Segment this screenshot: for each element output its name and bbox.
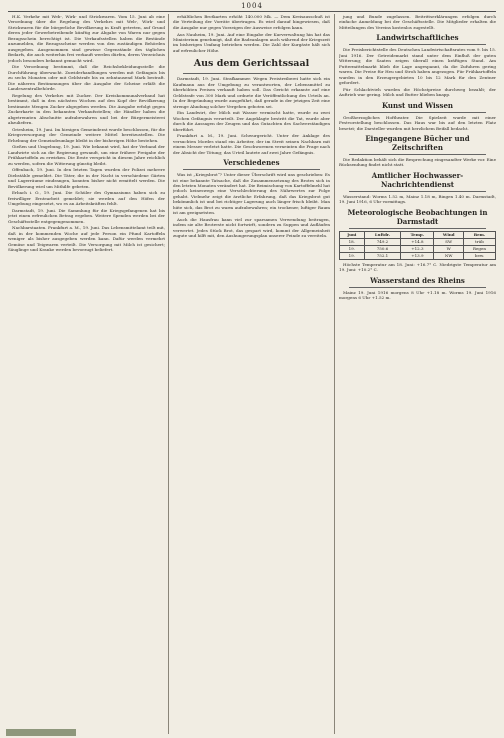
table-cell: +12.3	[401, 245, 434, 252]
column-divider	[334, 14, 335, 734]
section-rule	[349, 228, 486, 229]
table-cell: 749.2	[364, 238, 401, 245]
article-paragraph: Nachbarstaaten. Frankfurt a. M., 19. Juni. Das Lebensmittelamt teilt mit, daß in der kommenden Woche auf jede Person ein Pfund Kartoffeln weniger als bisher ausgegeben werden kann. Dafür werden vermehrt Gemüse und Teigwaren verteilt. Die Versorgung mit Milch ist gesichert; Säuglinge und Kranke werden bevorzugt beliefert.	[8, 225, 165, 253]
article-paragraph: Großherzogliches Hoftheater. Die Spielzeit wurde mit einer Festvorstellung beschlossen. Das Haus war bis auf den letzten Platz besetzt; die Darsteller wurden mit herzlichem Beifall bedacht.	[339, 114, 496, 131]
table-cell: 750.6	[364, 245, 401, 252]
section-rule	[349, 112, 486, 113]
article-paragraph: Offenbach, 19. Juni. In den letzten Tagen wurden der Polizei mehrere Diebstähle gemeldet. Die Täter, die in der Nacht in verschiedene Gärten und Lagerräume eindrangen, konnten bisher nicht ermittelt werden. Die Bevölkerung wird um Mithilfe gebeten.	[8, 167, 165, 189]
article-paragraph: Erbach i. O., 19. Juni. Die Schüler des Gymnasiums haben sich zu freiwilliger Erntearbeit gemeldet; sie werden auf den Höfen der Umgebung eingesetzt, wo es an Arbeitskräften fehlt.	[8, 190, 165, 207]
weather-table	[339, 231, 496, 260]
table-cell: SW	[434, 238, 464, 245]
table-cell: W	[434, 245, 464, 252]
table-cell: Regen	[463, 245, 495, 252]
section-rule	[183, 169, 320, 170]
table-cell: trüb	[463, 238, 495, 245]
article-paragraph: Auch die Hausfrau kann viel zur sparsamen Verwendung beitragen, indem sie alte Brotreste nicht fortwirft, sondern zu Suppen und Aufläufen verwertet. Jedes Stück Brot, das gespart wird, kommt der Allgemeinheit zugute und hilft mit, den Aushungerungsplan unserer Feinde zu vereiteln.	[173, 216, 330, 239]
article-paragraph: Für Schlachtvieh wurden die Höchstpreise durchweg bezahlt; der Auftrieb war gering. Milch und Butter blieben knapp.	[339, 86, 496, 98]
table-row	[340, 238, 496, 245]
table-cell: Bem.	[463, 231, 495, 238]
table-cell: +14.8	[401, 238, 434, 245]
section-rule	[349, 191, 486, 192]
table-row	[340, 252, 496, 259]
table-cell: 19.	[340, 252, 365, 259]
table-cell: 19.	[340, 245, 365, 252]
page-number: 1004	[241, 2, 263, 10]
section-rule	[349, 154, 486, 155]
article-paragraph: Wasserstand: Worms 1.52 m, Mainz 1.18 m, Bingen 1.40 m. Darmstadt, 19. Juni 1916, 6 Uhr vormittags.	[339, 193, 496, 205]
section-heading: Kunst und Wissen	[381, 100, 454, 110]
article-paragraph: jung und Bunde zugelassen. Beitrittserklärungen erfolgen durch einfache Anmeldung bei der Geschäftsstelle. Die Mitglieder erhalten die Mitteilungen des Vereins kostenlos zugestellt.	[339, 14, 496, 30]
article-paragraph: H.K. Verkehr mit Web-, Wirk- und Strickwaren. Vom 15. Juni ab eine Verordnung über die Regelung des Verkehrs mit Web-, Wirk- und Strickwaren für die bürgerliche Bevölkerung in Kraft getreten, auf Grund deren jeder Gewerbetreibende künftig zur Abgabe von Waren nur gegen Bezugsschein berechtigt ist. Die Verkaufsstellen haben die Bestände anzumelden, die Bezugsscheine werden von den zuständigen Behörden ausgegeben. Ausgenommen sind gewisse Gegenstände des täglichen Bedarfs, die auch weiterhin frei verkauft werden dürfen, deren Verzeichnis jedoch besonders bekannt gemacht wird.	[8, 14, 165, 63]
column-left	[8, 14, 165, 734]
article-paragraph: Darmstadt, 19. Juni. Strafkammer. Wegen Preistreiberei hatte sich ein Kaufmann aus der Umgebung zu verantworten, der Lebensmittel zu überhöhten Preisen verkauft haben soll. Das Gericht erkannte auf eine Geldstrafe von 300 Mark und ordnete die Veröffentlichung des Urteils an. In der Begründung wurde ausgeführt, daß gerade in der jetzigen Zeit eine strenge Ahndung solcher Vergehen geboten sei.	[173, 76, 330, 109]
section-heading: Landwirtschaftliches	[376, 33, 459, 43]
section-rule	[349, 287, 486, 288]
article-paragraph: Aus Nauheim, 19. Juni. Auf eine Eingabe der Kurverwaltung hin hat das Ministerium genehmigt, daß die Badeanlagen auch während der Kriegszeit im bisherigen Umfang betrieben werden. Die Zahl der Kurgäste hält sich auf erfreulicher Höhe.	[173, 31, 330, 53]
table-cell: 18.	[340, 238, 365, 245]
table-cell: bew.	[463, 252, 495, 259]
table-cell: +13.9	[401, 252, 434, 259]
table-row	[340, 245, 496, 252]
column-middle	[173, 14, 330, 734]
table-cell: 752.1	[364, 252, 401, 259]
article-paragraph: Griesheim, 19. Juni. Im hiesigen Gemeinderat wurde beschlossen, für die Kriegsversorgung der Gemeinde weitere Mittel bereitzustellen. Die Erhebung der Gemeindeumlage bleibt in der bisherigen Höhe bestehen.	[8, 126, 165, 143]
column-right	[339, 14, 496, 734]
header-rule	[8, 11, 496, 12]
article-paragraph: Die Redaktion behält sich die Besprechung eingesandter Werke vor. Eine Rücksendung findet nicht statt.	[339, 156, 496, 168]
article-paragraph: Gießen und Umgebung, 19. Juni. Wie bekannt wird, hat der Verband der Landwirte sich an die Regierung gewandt, um eine frühere Freigabe der Frühkartoffeln zu erwirken. Die Ernte verspricht in diesem Jahre reichlich zu werden, sofern die Witterung günstig bleibt.	[8, 144, 165, 166]
column-divider	[168, 14, 169, 734]
section-rule	[183, 73, 320, 74]
table-cell: Juni	[340, 231, 365, 238]
article-paragraph: Die Preisberichtstelle des Deutschen Landwirtschaftsrates vom 9. bis 15. Juni 1916. Der Getreidemarkt stand unter dem Einfluß der guten Witterung; die Saaten zeigen überall einen kräftigen Stand. Am Futtermittelmarkt blieb die Lage angespannt, da die Zufuhren gering waren. Die Preise für Heu und Stroh haben angezogen. Für Frühkartoffeln wurden in den Erzeugergebieten 10 bis 12 Mark für den Zentner gefordert.	[339, 47, 496, 86]
library-stamp	[6, 729, 76, 736]
section-rule	[349, 44, 486, 45]
article-paragraph: Höchste Temperatur am 18. Juni: +16.7° C. Niedrigste Temperatur am 19. Juni: +10.2° C.	[339, 261, 496, 273]
article-paragraph: Mainz 19. Juni 1916 morgens 8 Uhr +1.18 m. Worms 19. Juni 1916 morgens 6 Uhr +1.52 m.	[339, 289, 496, 301]
article-paragraph: Darmstadt, 19. Juni. Die Sammlung für die Kriegsgefangenen hat bis jetzt einen erfreulichen Betrag ergeben. Weitere Spenden werden bei der Geschäftsstelle entgegengenommen.	[8, 207, 165, 224]
article-paragraph: Die Verordnung bestimmt, daß die Reichsbekleidungsstelle die Durchführung überwacht. Zuwiderhandlungen werden mit Gefängnis bis zu sechs Monaten oder mit Geldstrafe bis zu zehntausend Mark bestraft. Die näheren Bestimmungen über die Ausgabe der Scheine erläßt die Landeszentralbehörde.	[8, 64, 165, 92]
article-paragraph: Was ist „Kriegsbrot“? Unter dieser Überschrift wird uns geschrieben: Es ist eine bekannte Tatsache, daß die Zusammensetzung des Brotes sich in den letzten Monaten verändert hat. Die Beimischung von Kartoffelmehl hat jedoch keineswegs eine Verschlechterung des Nährwertes zur Folge gehabt. Vielmehr zeigt die ärztliche Erfahrung, daß das Kriegsbrot gut bekömmlich ist und bei richtiger Lagerung auch länger frisch bleibt. Man hüte sich, das Brot zu warm aufzubewahren; ein trockener, luftiger Raum ist am geeignetsten.	[173, 172, 330, 216]
article-paragraph: Ein Landwirt, der Milch mit Wasser vermischt hatte, wurde zu zwei Wochen Gefängnis verurteilt. Der Angeklagte bestritt die Tat, wurde aber durch die Aussagen der Zeugen und das Gutachten des Sachverständigen überführt.	[173, 110, 330, 132]
table-row	[340, 231, 496, 238]
section-heading: Eingegangene Bücher und Zeitschriften	[365, 133, 470, 152]
article-paragraph: Frankfurt a. M., 19. Juni. Schwurgericht. Unter der Anklage des versuchten Mordes stand ein Arbeiter, der im Streit seinen Nachbarn mit einem Messer verletzt hatte. Die Geschworenen verneinten die Frage nach der Absicht der Tötung; das Urteil lautete auf zwei Jahre Gefängnis.	[173, 133, 330, 155]
article-paragraph: erhältlichen Brotkarten erhöht 140.000 Mk. — Dem Kreisausschuß ist die Verteilung der Vorräte übertragen. Es wird darauf hingewiesen, daß die Ausgabe nur gegen Vorzeigen der Ausweise erfolgen kann.	[173, 14, 330, 30]
article-paragraph: Regelung des Verkehrs mit Zucker. Der Kreiskommunalverband hat bestimmt, daß in den nächsten Wochen auf den Kopf der Bevölkerung bestimmte Mengen Zucker abgegeben werden. Die Ausgabe erfolgt gegen Zuckerkarte in den bekannten Verkaufsstellen; die Händler haben die abgetrennten Abschnitte aufzubewahren und bei der Bürgermeisterei abzuliefern.	[8, 92, 165, 125]
table-cell: Wind	[434, 231, 464, 238]
section-heading: Verschiedenes	[223, 158, 280, 168]
table-cell: Luftdr.	[364, 231, 401, 238]
section-heading: Wasserstand des Rheins	[370, 275, 465, 285]
section-heading: Aus dem Gerichtssaal	[193, 58, 310, 70]
table-cell: Temp.	[401, 231, 434, 238]
table-cell: NW	[434, 252, 464, 259]
section-heading: Meteorologische Beobachtungen in Darmstadt	[347, 207, 488, 226]
section-heading: Amtlicher Hochwasser-Nachrichtendienst	[371, 170, 464, 189]
